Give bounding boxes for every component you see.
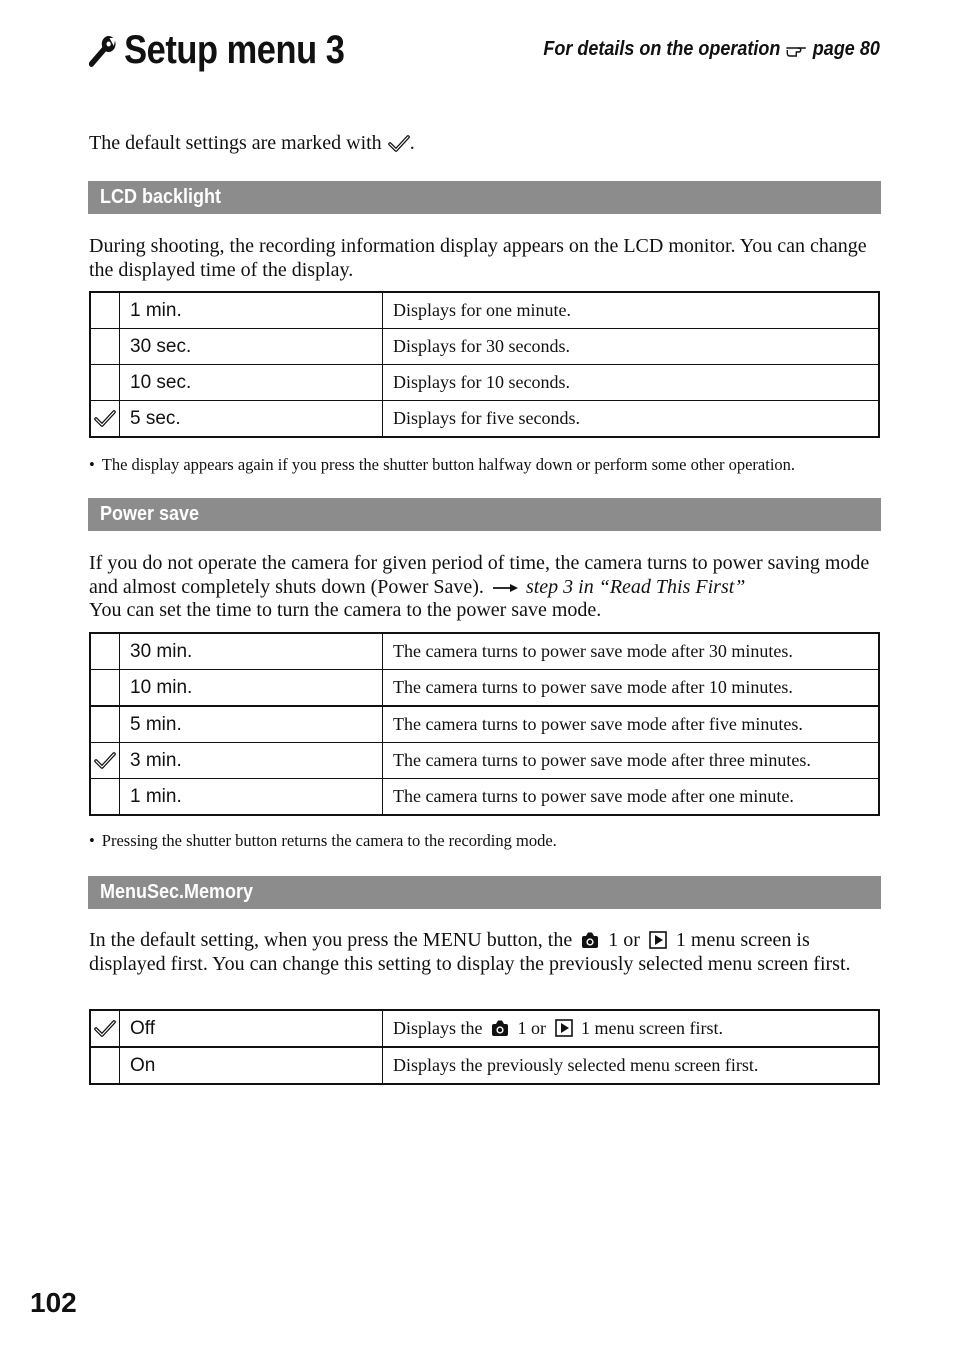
- playback-icon: [649, 931, 667, 949]
- checkmark-icon: [94, 410, 116, 428]
- option-label: 30 sec.: [120, 329, 383, 365]
- page-number: 102: [30, 1287, 77, 1318]
- option-label: 1 min.: [120, 292, 383, 329]
- read-this-first-link[interactable]: step 3 in “Read This First”: [525, 575, 746, 598]
- checkmark-icon: [388, 135, 410, 153]
- camera-icon: [491, 1019, 509, 1037]
- operation-reference: [544, 38, 880, 61]
- table-row[interactable]: [90, 1047, 879, 1084]
- table-row[interactable]: [90, 1010, 879, 1047]
- wrench-icon: [88, 34, 117, 68]
- option-description: Displays for 10 seconds.: [383, 365, 880, 401]
- option-description: Displays the 1 or 1 menu screen first.: [383, 1010, 880, 1047]
- note: • Pressing the shutter button returns the camera to the recording mode.: [89, 831, 557, 850]
- checkmark-icon: [94, 1020, 116, 1038]
- page-title-text: Setup menu 3: [124, 28, 345, 72]
- checkmark-icon: [94, 752, 116, 770]
- option-description: Displays for five seconds.: [383, 401, 880, 438]
- section-heading-power-save: Power save: [88, 498, 881, 531]
- option-description: The camera turns to power save mode after five minutes.: [383, 706, 880, 743]
- option-description: The camera turns to power save mode after three minutes.: [383, 743, 880, 779]
- pointing-hand-icon: [786, 42, 808, 58]
- option-label: Off: [120, 1010, 383, 1047]
- option-label: 3 min.: [120, 743, 383, 779]
- section-heading-menusec-memory: MenuSec.Memory: [88, 876, 881, 909]
- table-row[interactable]: [90, 670, 879, 707]
- option-label: 10 sec.: [120, 365, 383, 401]
- page-title: [88, 28, 345, 73]
- option-label: On: [120, 1047, 383, 1084]
- table-row[interactable]: [90, 779, 879, 816]
- playback-icon: [555, 1019, 573, 1037]
- right-arrow-icon: [491, 583, 519, 593]
- option-description: The camera turns to power save mode after 30 minutes.: [383, 633, 880, 670]
- menusec-memory-table: [89, 1009, 880, 1085]
- option-label: 30 min.: [120, 633, 383, 670]
- table-row[interactable]: [90, 706, 879, 743]
- option-label: 5 min.: [120, 706, 383, 743]
- table-row[interactable]: [90, 292, 879, 329]
- option-label: 5 sec.: [120, 401, 383, 438]
- option-description: Displays for one minute.: [383, 292, 880, 329]
- lcd-backlight-description: During shooting, the recording information display appears on the LCD monitor. You can change the displayed time of the display.: [89, 235, 867, 281]
- option-label: 1 min.: [120, 779, 383, 816]
- menusec-memory-description: In the default setting, when you press the MENU button, the 1 or 1 menu screen is displayed first. You can change this setting to display the previously selected menu screen first.: [89, 929, 851, 975]
- reference-page[interactable]: page 80: [812, 38, 880, 60]
- option-description: Displays for 30 seconds.: [383, 329, 880, 365]
- defaults-intro: The default settings are marked with .: [89, 132, 415, 154]
- table-row[interactable]: [90, 633, 879, 670]
- lcd-backlight-table: [89, 291, 880, 438]
- option-description: The camera turns to power save mode after 10 minutes.: [383, 670, 880, 707]
- section-heading-lcd-backlight: LCD backlight: [88, 181, 881, 214]
- power-save-table: [89, 632, 880, 816]
- table-row[interactable]: [90, 329, 879, 365]
- table-row[interactable]: [90, 743, 879, 779]
- camera-icon: [581, 931, 599, 949]
- option-description: Displays the previously selected menu screen first.: [383, 1047, 880, 1084]
- reference-prefix: For details on the operation: [543, 38, 781, 60]
- table-row[interactable]: [90, 365, 879, 401]
- note: • The display appears again if you press the shutter button halfway down or perform some other operation.: [89, 455, 796, 474]
- option-description: The camera turns to power save mode after one minute.: [383, 779, 880, 816]
- table-row[interactable]: [90, 401, 879, 438]
- option-label: 10 min.: [120, 670, 383, 707]
- power-save-description: If you do not operate the camera for given period of time, the camera turns to power saving mode and almost completely shuts down (Power Save). step 3 in “Read This First” You can set the time to turn the camera to the power save mode.: [89, 552, 870, 621]
